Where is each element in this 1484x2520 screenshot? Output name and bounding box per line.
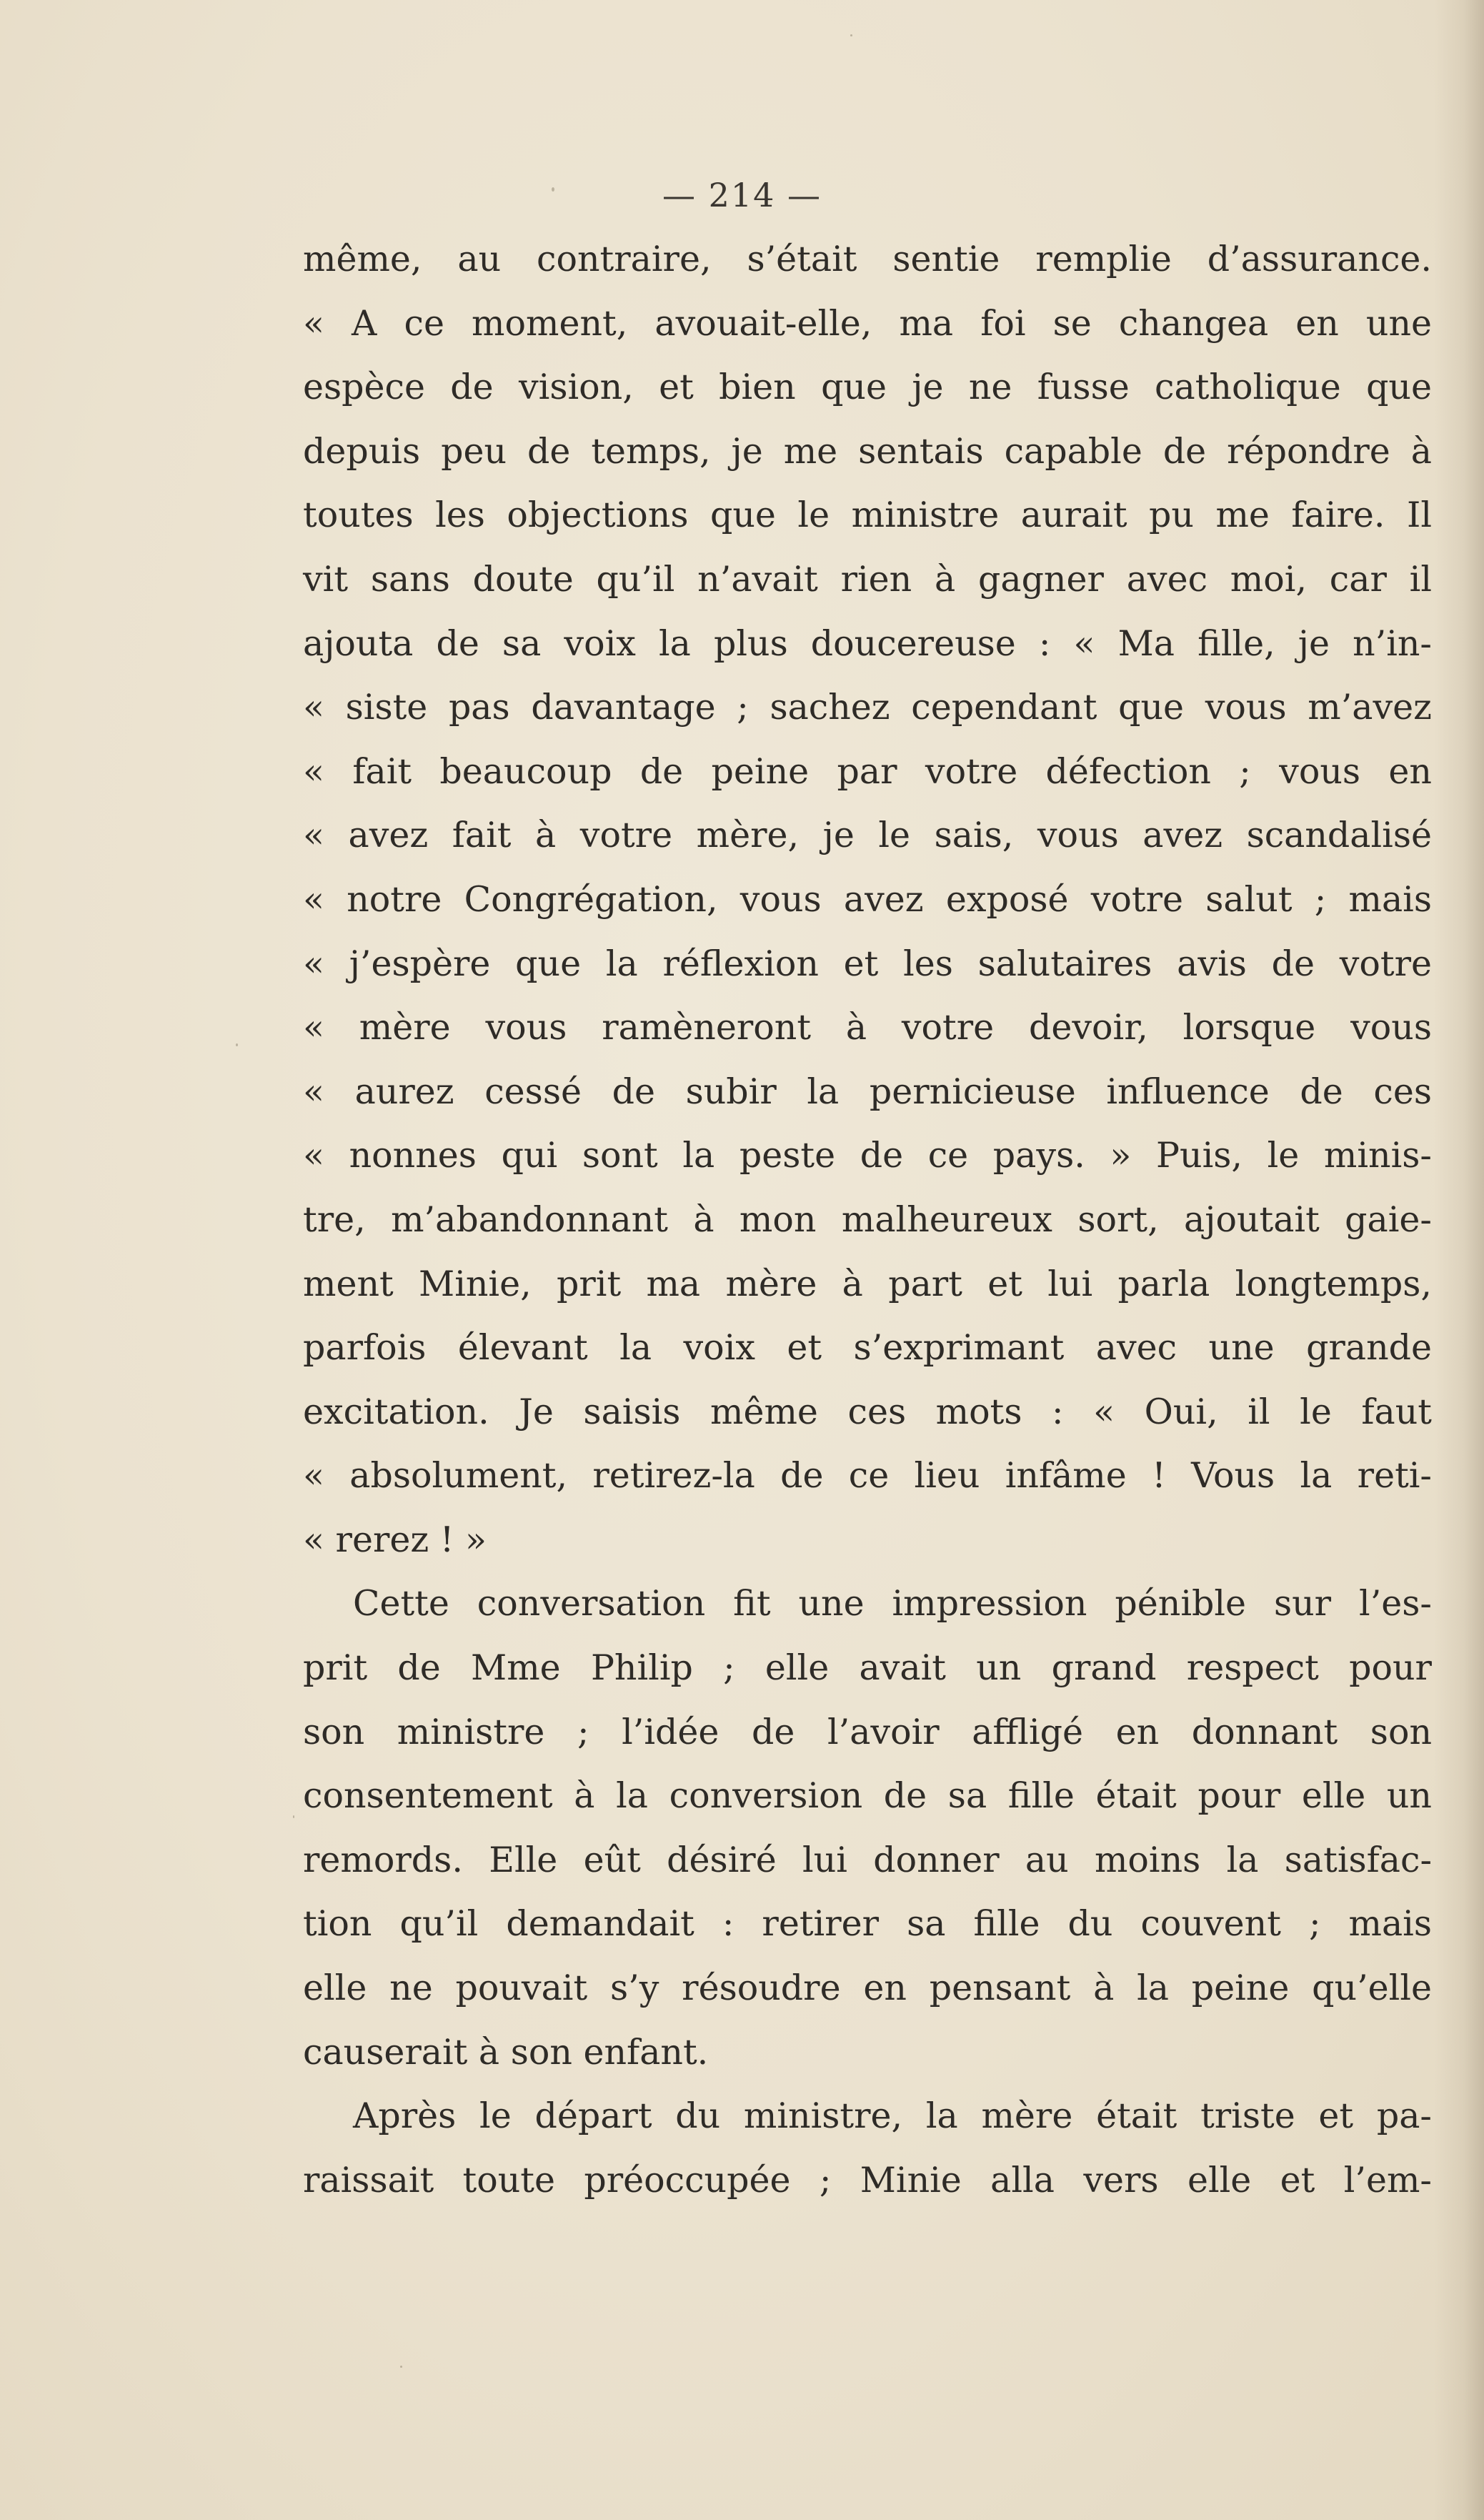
text-line: parfois élevant la voix et s’exprimant avec une grande xyxy=(303,1327,1432,1369)
text-line: « notre Congrégation, vous avez exposé votre salut ; mais xyxy=(303,878,1432,920)
body-text xyxy=(303,227,1432,2212)
page-number: — 214 — xyxy=(662,176,822,214)
text-line: « mère vous ramèneront à votre devoir, lorsque vous xyxy=(303,1007,1432,1048)
text-line: espèce de vision, et bien que je ne fusse catholique que xyxy=(303,367,1432,408)
text-line: consentement à la conversion de sa fille était pour elle un xyxy=(303,1775,1432,1817)
paper-speck xyxy=(236,1043,238,1046)
text-line: même, au contraire, s’était sentie remplie d’assurance. xyxy=(303,239,1432,279)
text-line: causerait à son enfant. xyxy=(303,2031,709,2073)
text-line: « nonnes qui sont la peste de ce pays. » Puis, le minis- xyxy=(303,1135,1432,1176)
text-line: « rerez ! » xyxy=(303,1519,487,1560)
text-line: vit sans doute qu’il n’avait rien à gagner avec moi, car il xyxy=(303,558,1432,600)
paragraph-2 xyxy=(303,1572,1432,2084)
text-line: « j’espère que la réflexion et les salutaires avis de votre xyxy=(303,943,1432,984)
text-line: elle ne pouvait s’y résoudre en pensant à la peine qu’elle xyxy=(303,1968,1432,2009)
text-line: Après le départ du ministre, la mère était triste et pa- xyxy=(353,2095,1432,2137)
text-line: raissait toute préoccupée ; Minie alla vers elle et l’em- xyxy=(303,2159,1432,2201)
paper-speck xyxy=(850,34,852,36)
text-line: « siste pas davantage ; sachez cependant que vous m’avez xyxy=(303,687,1432,728)
text-line: tre, m’abandonnant à mon malheureux sort, ajoutait gaie- xyxy=(303,1199,1432,1240)
text-line: « absolument, retirez-la de ce lieu infâme ! Vous la reti- xyxy=(303,1455,1432,1497)
paragraph-3 xyxy=(303,2084,1432,2212)
text-line: prit de Mme Philip ; elle avait un grand respect pour xyxy=(303,1647,1432,1689)
text-line: « aurez cessé de subir la pernicieuse influence de ces xyxy=(303,1071,1432,1112)
text-line: remords. Elle eût désiré lui donner au moins la satisfac- xyxy=(303,1839,1432,1880)
text-line: ajouta de sa voix la plus doucereuse : « Ma fille, je n’in- xyxy=(303,622,1432,664)
paragraph-1 xyxy=(303,227,1432,1572)
paper-speck xyxy=(400,2366,402,2368)
text-line: excitation. Je saisis même ces mots : « Oui, il le faut xyxy=(303,1391,1432,1432)
text-line: tion qu’il demandait : retirer sa fille du couvent ; mais xyxy=(303,1903,1432,1945)
text-line: depuis peu de temps, je me sentais capable de répondre à xyxy=(303,430,1432,472)
paper-speck xyxy=(293,1815,294,1818)
paper-speck xyxy=(552,187,554,192)
text-line: « A ce moment, avouait-elle, ma foi se changea en une xyxy=(303,302,1432,344)
text-line: ment Minie, prit ma mère à part et lui parla longtemps, xyxy=(303,1263,1432,1304)
page-edge-shadow xyxy=(1434,0,1484,2520)
text-line: « avez fait à votre mère, je le sais, vous avez scandalisé xyxy=(303,815,1432,856)
text-line: son ministre ; l’idée de l’avoir affligé en donnant son xyxy=(303,1711,1432,1752)
text-line: Cette conversation fit une impression pénible sur l’es- xyxy=(353,1583,1432,1624)
text-line: toutes les objections que le ministre aurait pu me faire. Il xyxy=(303,495,1432,536)
text-line: « fait beaucoup de peine par votre défection ; vous en xyxy=(303,750,1432,792)
